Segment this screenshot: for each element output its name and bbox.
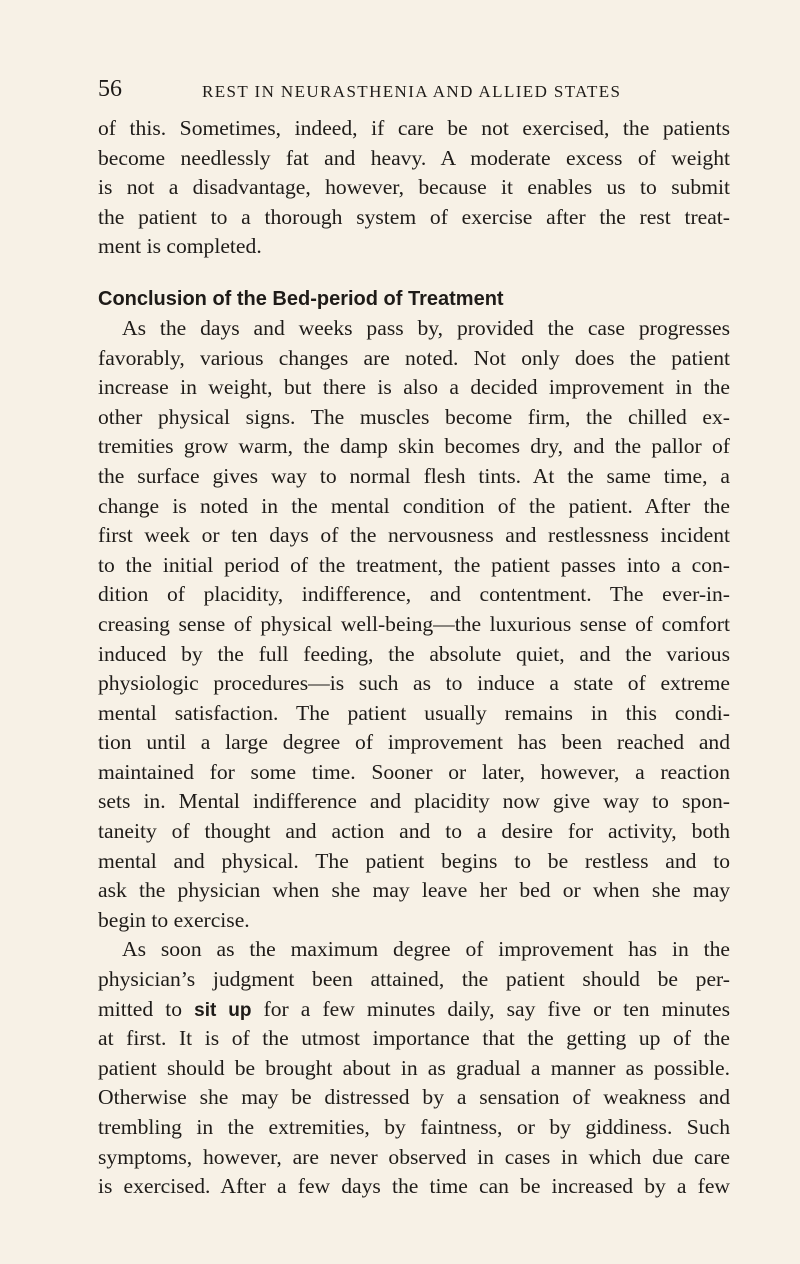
text-line: physiologic procedures—is such as to induce a state of extreme xyxy=(98,671,730,696)
text-line: physician’s judgment been attained, the patient should be per- xyxy=(98,967,730,992)
paragraph-3 xyxy=(98,935,730,1201)
text-line: tion until a large degree of improvement has been reached and xyxy=(98,730,730,755)
text-line: is not a disadvantage, however, because it enables us to submit xyxy=(98,175,730,200)
emphasis-sit-up: sit up xyxy=(194,999,252,1021)
text-line: change is noted in the mental condition of the patient. After the xyxy=(98,493,730,518)
text-line: tremities grow warm, the damp skin becomes dry, and the pallor of xyxy=(98,434,730,459)
text-line: mental satisfaction. The patient usually remains in this condi- xyxy=(98,700,730,725)
text-line: favorably, various changes are noted. Not only does the patient xyxy=(98,345,730,370)
paragraph-2 xyxy=(98,314,730,935)
text-line: patient should be brought about in as gradual a manner as possible. xyxy=(98,1055,730,1080)
paragraph-1 xyxy=(98,114,730,262)
running-title: REST IN NEURASTHENIA AND ALLIED STATES xyxy=(202,82,622,101)
text-line xyxy=(98,995,730,1025)
running-header xyxy=(98,74,638,110)
text-line: As the days and weeks pass by, provided the case progresses xyxy=(122,315,730,340)
section-heading: Conclusion of the Bed-period of Treatment xyxy=(98,287,504,310)
text-line: at first. It is of the utmost importance that the getting up of the xyxy=(98,1026,730,1051)
text-line: is exercised. After a few days the time can be increased by a few xyxy=(98,1174,730,1199)
text-line: symptoms, however, are never observed in cases in which due care xyxy=(98,1144,730,1169)
text-line: the patient to a thorough system of exercise after the rest treat- xyxy=(98,204,730,229)
text-line: begin to exercise. xyxy=(98,907,250,932)
text-line: to the initial period of the treatment, the patient passes into a con- xyxy=(98,552,730,577)
text-line: sets in. Mental indifference and placidity now give way to spon- xyxy=(98,789,730,814)
text-line: first week or ten days of the nervousness and restlessness incident xyxy=(98,523,730,548)
text-line: taneity of thought and action and to a desire for activity, both xyxy=(98,819,730,844)
text-line: ment is completed. xyxy=(98,234,262,259)
page-number: 56 xyxy=(98,76,122,102)
text-run: mitted to xyxy=(98,996,195,1021)
text-line: Otherwise she may be distressed by a sensation of weakness and xyxy=(98,1085,730,1110)
text-line: dition of placidity, indifference, and contentment. The ever-in- xyxy=(98,582,730,607)
text-line: As soon as the maximum degree of improvement has in the xyxy=(122,937,730,962)
text-line: the surface gives way to normal flesh tints. At the same time, a xyxy=(98,463,730,488)
text-line: trembling in the extremities, by faintness, or by giddiness. Such xyxy=(98,1115,730,1139)
body-text xyxy=(98,114,730,1202)
text-line: creasing sense of physical well-being—the luxurious sense of comfort xyxy=(98,611,730,636)
text-line: become needlessly fat and heavy. A moderate excess of weight xyxy=(98,145,730,170)
text-line: maintained for some time. Sooner or later, however, a reaction xyxy=(98,759,730,784)
text-line: induced by the full feeding, the absolute quiet, and the various xyxy=(98,641,730,666)
text-line: mental and physical. The patient begins to be restless and to xyxy=(98,848,730,873)
text-line: of this. Sometimes, indeed, if care be not exercised, the patients xyxy=(98,116,730,140)
section-spacer xyxy=(98,262,730,284)
text-line: increase in weight, but there is also a decided improvement in the xyxy=(98,375,730,400)
text-run: for a few minutes daily, say five or ten minutes xyxy=(251,996,730,1021)
text-line: ask the physician when she may leave her bed or when she may xyxy=(98,878,730,903)
text-line: other physical signs. The muscles become firm, the chilled ex- xyxy=(98,404,730,429)
